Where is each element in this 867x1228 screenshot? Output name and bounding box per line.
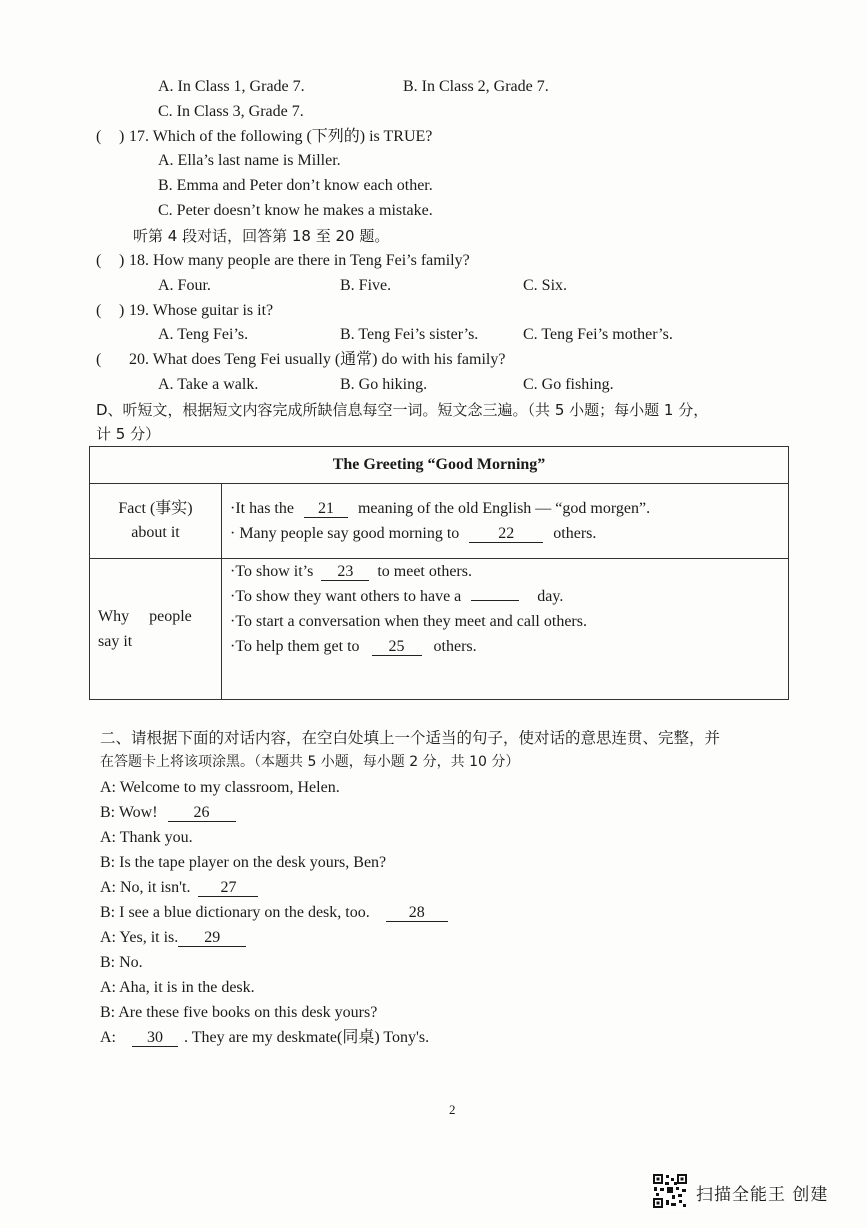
blank-21: 21 <box>304 500 348 518</box>
dialogue-line-8: B: No. <box>100 954 143 971</box>
why-line-3: ·To start a conversation when they meet and call others. <box>230 613 587 630</box>
q20-stem: 20. What does Teng Fei usually (通常) do with his family? <box>129 351 506 368</box>
q17-option-c: C. Peter doesn’t know he makes a mistake. <box>158 202 433 219</box>
q20-paren-open: ( <box>96 351 102 368</box>
dialogue-11-speaker: A: <box>100 1029 116 1046</box>
why-label-cell <box>90 559 222 700</box>
why-4-text-post: others. <box>433 638 477 655</box>
q16-option-b: B. In Class 2, Grade 7. <box>403 78 549 95</box>
q18-option-a: A. Four. <box>158 277 211 294</box>
fact-2-text-post: others. <box>553 525 597 542</box>
dialogue-11-text: . They are my deskmate(同桌) Tony's. <box>184 1029 430 1046</box>
dialogue-line-7 <box>100 928 246 948</box>
table-title: The Greeting “Good Morning” <box>90 447 789 484</box>
q19-paren-open: ( <box>96 302 102 319</box>
q17-option-a: A. Ella’s last name is Miller. <box>158 152 341 169</box>
dialogue4-instruction: 听第 4 段对话，回答第 18 至 20 题。 <box>133 227 390 245</box>
fact-line-1 <box>222 496 788 521</box>
dialogue-line-2 <box>100 803 236 823</box>
blank-29: 29 <box>178 929 246 947</box>
q17-stem: 17. Which of the following (下列的) is TRUE? <box>129 128 433 145</box>
why-1-text-post: to meet others. <box>377 563 472 580</box>
q19-option-c: C. Teng Fei’s mother’s. <box>523 326 673 343</box>
fact-1-text-pre: ·It has the <box>230 500 294 517</box>
why-content-cell <box>222 559 789 700</box>
q17-paren-open: ( <box>96 128 102 145</box>
blank-30: 30 <box>132 1029 178 1047</box>
dialogue-line-6 <box>100 903 448 923</box>
dialogue-line-1: A: Welcome to my classroom, Helen. <box>100 779 340 796</box>
fact-label-cell <box>90 484 222 559</box>
q18-option-b: B. Five. <box>340 277 392 294</box>
q20-option-a: A. Take a walk. <box>158 376 259 393</box>
why-2-text-pre: ·To show they want others to have a <box>230 588 462 605</box>
q18-paren-close: ) <box>119 252 125 269</box>
fact-label-line1: Fact (事实) <box>118 500 193 517</box>
why-line-2 <box>222 584 788 609</box>
section-2-instruction-line2: 在答题卡上将该项涂黑。（本题共 5 小题，每小题 2 分，共 10 分） <box>100 754 520 770</box>
qr-code-icon <box>652 1173 688 1209</box>
blank-28: 28 <box>386 904 448 922</box>
section-2-instruction-line1: 二、请根据下面的对话内容，在空白处填上一个适当的句子，使对话的意思连贯、完整，并 <box>100 729 721 747</box>
fact-content-cell <box>222 484 789 559</box>
q20-option-b: B. Go hiking. <box>340 376 428 393</box>
fact-label-line2: about it <box>131 524 180 541</box>
why-label-line2: say it <box>98 633 133 650</box>
dialogue-line-5 <box>100 878 258 898</box>
q19-option-b: B. Teng Fei’s sister’s. <box>340 326 479 343</box>
page-number: 2 <box>449 1102 456 1117</box>
why-line-1 <box>222 559 788 584</box>
fact-line-2 <box>222 521 788 546</box>
dialogue-2-text: B: Wow! <box>100 804 158 821</box>
why-label-line1: Why people <box>98 608 192 625</box>
why-line-4 <box>222 634 788 659</box>
blank-23: 23 <box>321 563 369 581</box>
q18-stem: 18. How many people are there in Teng Fei’s family? <box>129 252 470 269</box>
dialogue-line-3: A: Thank you. <box>100 829 193 846</box>
q16-option-a: A. In Class 1, Grade 7. <box>158 78 305 95</box>
why-2-text-post: day. <box>537 588 564 605</box>
dialogue-6-text: B: I see a blue dictionary on the desk, too. <box>100 904 370 921</box>
q20-option-c: C. Go fishing. <box>523 376 614 393</box>
q19-paren-close: ) <box>119 302 125 319</box>
fact-1-text-post: meaning of the old English — “god morgen”. <box>357 500 651 517</box>
section-d-instruction-line2: 计 5 分） <box>96 425 161 443</box>
dialogue-line-4: B: Is the tape player on the desk yours, Ben? <box>100 854 387 871</box>
dialogue-line-10: B: Are these five books on this desk yours? <box>100 1004 378 1021</box>
section-d-instruction-line1: D、听短文，根据短文内容完成所缺信息每空一词。短文念三遍。（共 5 小题；每小题 1 分， <box>96 401 709 419</box>
dialogue-line-11 <box>100 1028 429 1048</box>
scanner-watermark-text: 扫描全能王 创建 <box>696 1185 829 1205</box>
blank-25: 25 <box>372 638 422 656</box>
dialogue-5-text: A: No, it isn't. <box>100 879 191 896</box>
q16-option-c: C. In Class 3, Grade 7. <box>158 103 304 120</box>
q17-option-b: B. Emma and Peter don’t know each other. <box>158 177 433 194</box>
blank-27: 27 <box>198 879 258 897</box>
q18-paren-open: ( <box>96 252 102 269</box>
dialogue-line-9: A: Aha, it is in the desk. <box>100 979 255 996</box>
q19-stem: 19. Whose guitar is it? <box>129 302 274 319</box>
q18-option-c: C. Six. <box>523 277 568 294</box>
q17-paren-close: ) <box>119 128 125 145</box>
blank-24 <box>471 600 519 601</box>
blank-26: 26 <box>168 804 236 822</box>
why-4-text-pre: ·To help them get to <box>230 638 360 655</box>
blank-22: 22 <box>469 525 543 543</box>
fact-2-text-pre: · Many people say good morning to <box>230 525 460 542</box>
q19-option-a: A. Teng Fei’s. <box>158 326 249 343</box>
dialogue-7-text: A: Yes, it is. <box>100 929 179 946</box>
why-1-text-pre: ·To show it’s <box>230 563 314 580</box>
greeting-table <box>89 446 789 700</box>
